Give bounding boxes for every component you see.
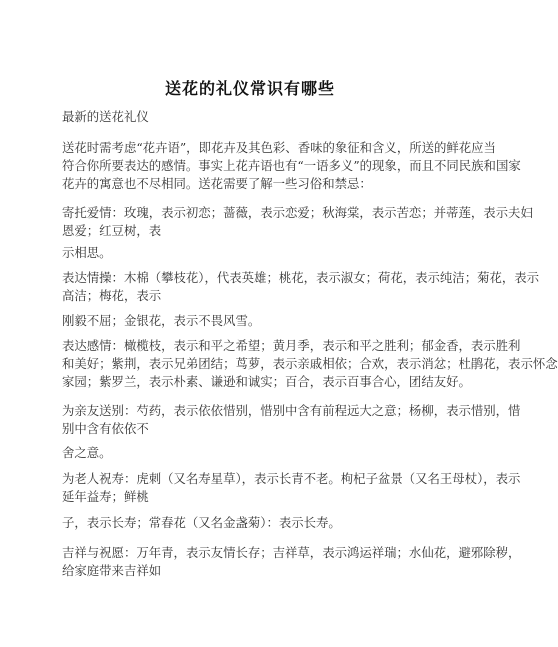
paragraph-line: 子，表示长寿；常春花（又名金盏菊）：表示长寿。	[62, 515, 341, 530]
paragraph-line: 延年益寿；鲜桃	[62, 489, 149, 504]
paragraph-line: 表达情操：木棉（攀枝花），代表英雄；桃花，表示淑女；荷花，表示纯洁；菊花，表示	[62, 270, 540, 285]
paragraph-line: 舍之意。	[62, 445, 112, 460]
paragraph-line: 吉祥与祝愿：万年青，表示友情长存；吉祥草，表示鸿运祥瑞；水仙花，避邪除秽，	[62, 545, 521, 560]
paragraph-line: 恩爱；红豆树，表	[62, 223, 162, 238]
paragraph-line: 送花时需考虑“花卉语”，即花卉及其色彩、香味的象征和含义，所送的鲜花应当	[62, 140, 496, 155]
subtitle-line: 最新的送花礼仪	[62, 109, 149, 124]
paragraph-line: 寄托爱情：玫瑰，表示初恋；蔷薇，表示恋爱；秋海棠，表示苦恋；并蒂莲，表示夫妇	[62, 205, 533, 220]
paragraph-line: 花卉的寓意也不尽相同。送花需要了解一些习俗和禁忌：	[62, 176, 372, 191]
paragraph-line: 别中含有依依不	[62, 421, 149, 436]
paragraph-line: 示相思。	[62, 245, 112, 260]
document-title: 送花的礼仪常识有哪些	[164, 79, 335, 98]
paragraph-line: 表达感情：橄榄枝，表示和平之希望；黄月季，表示和平之胜利；郁金香，表示胜利	[62, 338, 521, 353]
paragraph-line: 和美好；紫荆，表示兄弟团结；茑萝，表示亲戚相依；合欢，表示消忿；杜鹃花，表示怀念	[62, 356, 558, 371]
paragraph-line: 为亲友送别：芍药，表示依依惜别，惜别中含有前程远大之意；杨柳，表示惜别，惜	[62, 403, 521, 418]
paragraph-line: 给家庭带来吉祥如	[62, 563, 162, 578]
paragraph-line: 家园；紫罗兰，表示朴素、谦逊和诚实；百合，表示百事合心，团结友好。	[62, 374, 471, 389]
paragraph-line: 高洁；梅花，表示	[62, 288, 162, 303]
paragraph-line: 符合你所要表达的感情。事实上花卉语也有“一语多义”的现象，而且不同民族和国家	[62, 158, 521, 173]
paragraph-line: 刚毅不屈；金银花，表示不畏风雪。	[62, 313, 261, 328]
paragraph-line: 为老人祝寿：虎刺（又名寿星草），表示长青不老。枸杞子盆景（又名王母杖），表示	[62, 471, 521, 486]
